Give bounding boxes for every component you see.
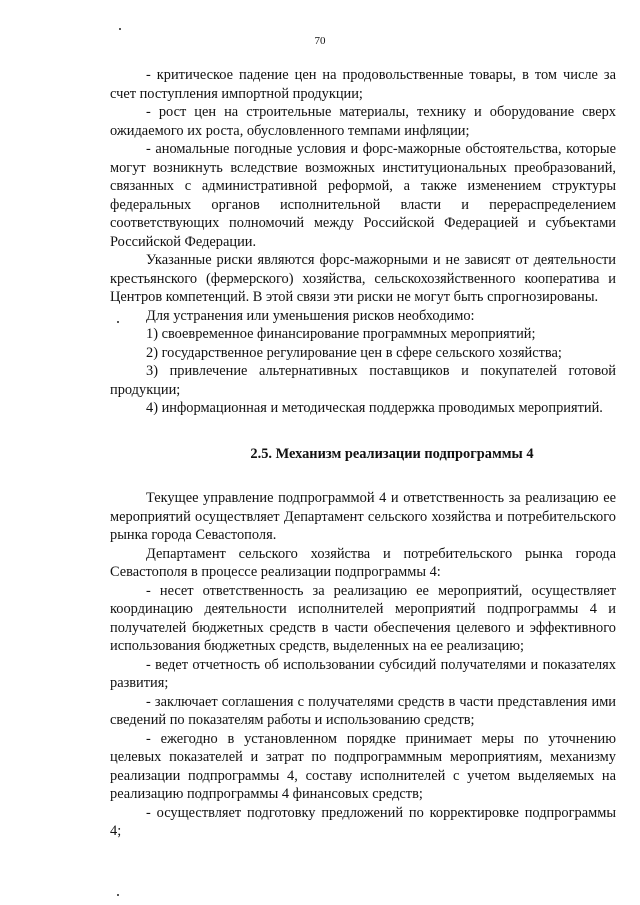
risk-item: - рост цен на строительные материалы, технику и оборудование сверх ожидаемого их роста, обусловленного темпами инфляции; xyxy=(110,104,616,139)
mechanism-paragraph: Текущее управление подпрограммой 4 и ответственность за реализацию ее мероприятий осуществляет Департамент сельского хозяйства и потребительского рынка города Севастополя. xyxy=(110,490,616,543)
mechanism-paragraph: Департамент сельского хозяйства и потребительского рынка города Севастополя в процессе реализации подпрограммы 4: xyxy=(110,545,616,580)
elimination-item: 3) привлечение альтернативных поставщиков и покупателей готовой продукции; xyxy=(110,363,616,398)
mechanism-item: - ведет отчетность об использовании субсидий получателями и показателях развития; xyxy=(110,656,616,691)
elimination-item: 2) государственное регулирование цен в сфере сельского хозяйства; xyxy=(146,344,562,361)
scan-speck xyxy=(119,28,121,30)
risk-item: - аномальные погодные условия и форс-мажорные обстоятельства, которые могут возникнуть вследствие возможных институциональных преобразований, связанных с административной реформой, а также изменением структуры федеральных органов исполнительной власти и перераспределением соответствующих полномочий между Российской Федерацией и субъектами Российской Федерации. xyxy=(110,141,616,250)
mechanism-item: - несет ответственность за реализацию ее мероприятий, осуществляет координацию деятельности исполнителей мероприятий подпрограммы 4 и получателей бюджетных средств в части обеспечения целевого и эффективного использования бюджетных средств, выделенных на ее реализацию; xyxy=(110,582,616,654)
document-body xyxy=(110,66,616,841)
elimination-item: 1) своевременное финансирование программных мероприятий; xyxy=(146,326,536,342)
elimination-intro: Для устранения или уменьшения рисков необходимо: xyxy=(146,307,475,324)
mechanism-item: - осуществляет подготовку предложений по корректировке подпрограммы 4; xyxy=(110,804,616,839)
risks-note: Указанные риски являются форс-мажорными и не зависят от деятельности крестьянского (фермерского) хозяйства, сельскохозяйственного кооператива и Центров компетенций. В этой связи эти риски не могут быть спрогнозированы. xyxy=(110,252,616,305)
section-heading: 2.5. Механизм реализации подпрограммы 4 xyxy=(250,445,534,462)
risk-item: - критическое падение цен на продовольственные товары, в том числе за счет поступления импортной продукции; xyxy=(110,67,616,102)
page-number: 70 xyxy=(314,35,326,47)
scan-speck xyxy=(117,894,119,896)
elimination-item: 4) информационная и методическая поддержка проводимых мероприятий. xyxy=(146,400,603,416)
mechanism-item: - заключает соглашения с получателями средств в части представления ими сведений по показателям работы и использованию средств; xyxy=(110,693,616,728)
mechanism-item: - ежегодно в установленном порядке принимает меры по уточнению целевых показателей и затрат по подпрограммным мероприятиям, механизму реализации подпрограммы 4, составу исполнителей с учетом выделяемых на реализацию подпрограммы 4 финансовых средств; xyxy=(110,730,616,802)
